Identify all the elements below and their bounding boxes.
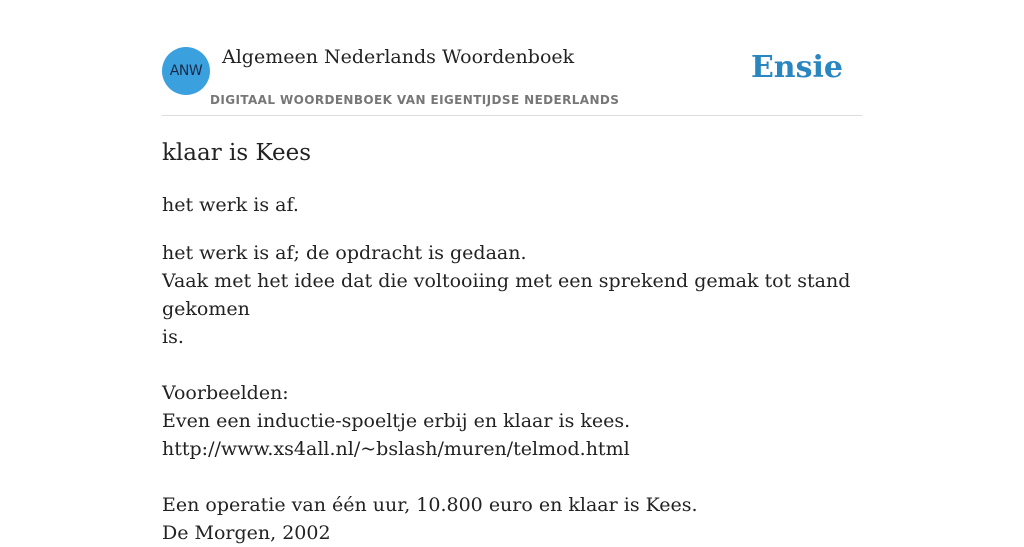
anw-logo-text: ANW [169, 63, 203, 79]
anw-logo[interactable] [162, 47, 210, 95]
examples-label: Voorbeelden: [162, 382, 289, 404]
example-source: http://www.xs4all.nl/~bslash/muren/telmod.html [162, 438, 630, 460]
entry-note-line: Vaak met het idee dat die voltooiing met een sprekend gemak tot stand gekomen [162, 270, 851, 320]
page [162, 0, 862, 544]
entry-summary: het werk is af. [162, 194, 299, 216]
blank-line [162, 463, 867, 491]
example-source: De Morgen, 2002 [162, 522, 331, 544]
ensie-brand-link[interactable]: Ensie [750, 50, 843, 85]
entry-note-line: is. [162, 326, 184, 348]
source-title[interactable]: Algemeen Nederlands Woordenboek [222, 46, 575, 68]
header-divider [162, 115, 862, 116]
entry-body [162, 239, 867, 547]
blank-line [162, 351, 867, 379]
entry-headword: klaar is Kees [162, 140, 312, 166]
example-text: Een operatie van één uur, 10.800 euro en klaar is Kees. [162, 494, 698, 516]
entry-definition: het werk is af; de opdracht is gedaan. [162, 242, 527, 264]
example-text: Even een inductie-spoeltje erbij en klaar is kees. [162, 410, 631, 432]
source-subtitle: DIGITAAL WOORDENBOEK VAN EIGENTIJDSE NEDERLANDS [210, 93, 620, 107]
